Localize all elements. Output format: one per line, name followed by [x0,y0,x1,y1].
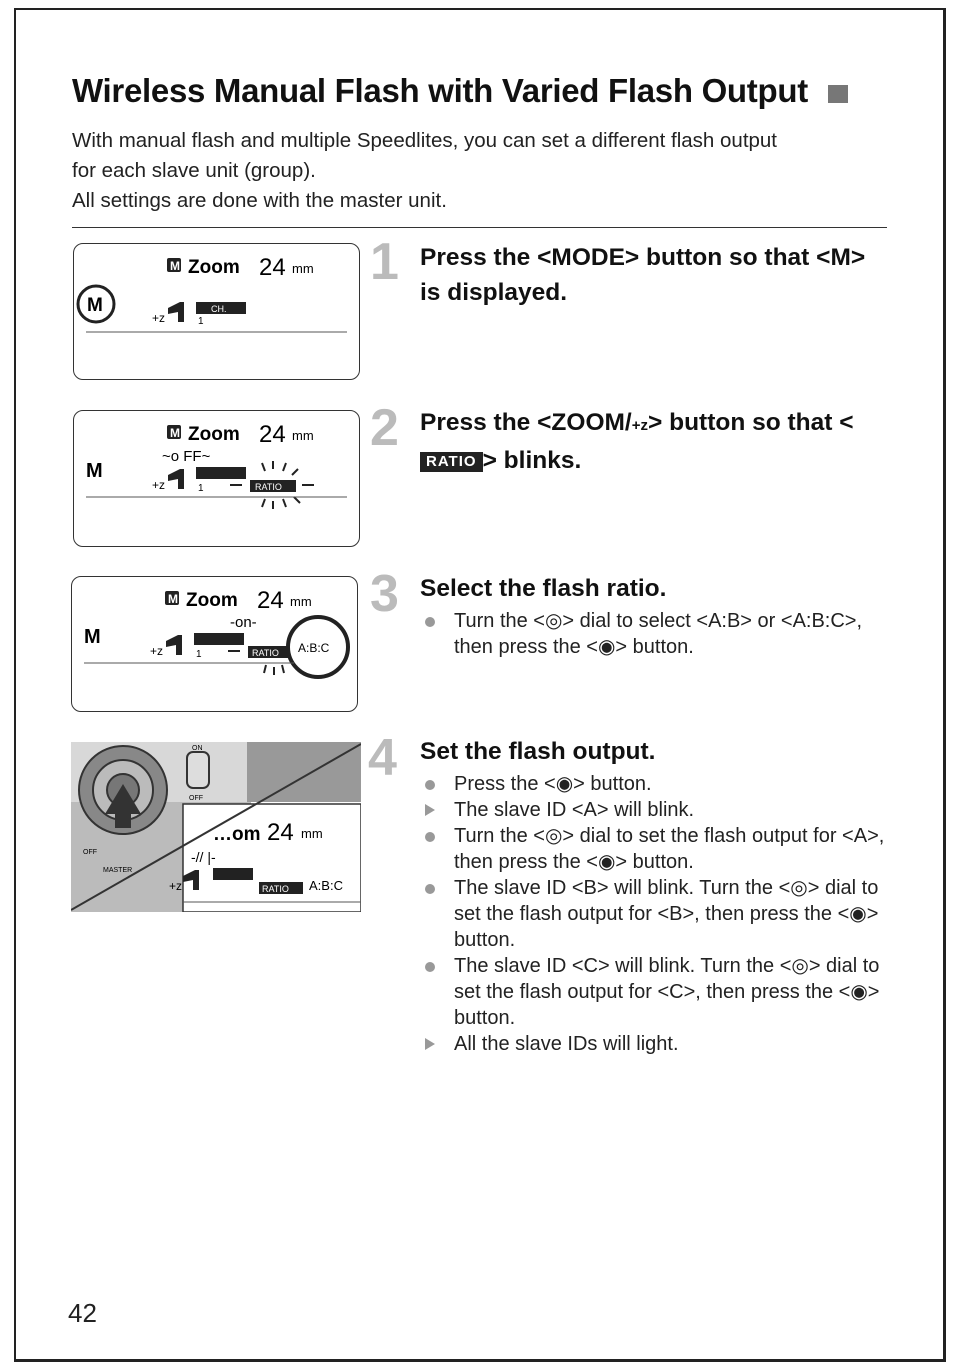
svg-text:1: 1 [196,649,202,660]
svg-text:M: M [168,592,178,606]
svg-text:+z: +z [169,879,183,893]
result-arrow-icon [425,1038,435,1050]
zoom-unit: mm [292,261,314,276]
list-item: Turn the <◎> dial to select <A:B> or <A:B:C>, then press the <◉> button. [420,608,890,660]
lcd-illustration [74,411,360,547]
lcd-illustration [72,577,358,712]
list-item: The slave ID <C> will blink. Turn the <◎> dial to set the flash output for <C>, then press the <◉> button. [420,953,890,1031]
list-item: The slave ID <B> will blink. Turn the <◎> dial to set the flash output for <B>, then press the <◉> button. [420,875,890,953]
wireless-icon: +z [152,311,166,325]
section-marker-icon [828,85,848,103]
svg-text:RATIO: RATIO [252,648,279,658]
svg-text:24: 24 [267,819,294,846]
step-number: 2 [370,399,399,457]
svg-text:Zoom: Zoom [188,424,240,445]
svg-text:mm: mm [292,428,314,443]
intro-line: All settings are done with the master unit. [72,189,447,212]
ratio-tag: RATIO [420,452,483,472]
svg-text:M: M [170,426,180,440]
control-illustration [71,742,361,912]
ch-number: 1 [198,316,204,327]
zoom-value: 24 [259,254,286,281]
svg-text:+z: +z [152,478,166,492]
bullet-dot-icon [425,884,435,894]
step-4-bullets [420,771,890,1057]
bullet-dot-icon [425,780,435,790]
step-number: 4 [368,729,397,787]
lcd-panel-step-1 [73,243,360,380]
step-1-heading: Press the <MODE> button so that <M> is displayed. [420,244,866,306]
svg-text:A:B:C: A:B:C [309,878,343,893]
svg-text:ON: ON [192,745,203,752]
intro-line: With manual flash and multiple Speedlites, you can set a different flash output [72,129,778,152]
bullet-dot-icon [425,617,435,627]
svg-text:~o FF~: ~o FF~ [162,448,211,465]
svg-text:mm: mm [301,826,323,841]
intro-line: for each slave unit (group). [72,159,316,182]
lcd-panel-step-3 [71,576,358,712]
svg-text:M: M [84,626,101,648]
mode-letter: M [87,295,103,316]
list-item: All the slave IDs will light. [420,1031,890,1057]
svg-text:M: M [170,259,180,273]
divider [72,227,887,228]
svg-text:-on-: -on- [230,614,257,631]
bullet-dot-icon [425,832,435,842]
ch-label: CH. [211,304,227,314]
wireless-icon: +z [631,417,648,434]
page-title: Wireless Manual Flash with Varied Flash Output [72,72,848,110]
svg-text:RATIO: RATIO [255,482,282,492]
svg-text:OFF: OFF [189,795,203,802]
svg-text:MASTER: MASTER [103,867,133,874]
intro-text [72,126,892,216]
step-4-heading: Set the flash output. [420,738,656,765]
result-arrow-icon [425,804,435,816]
flash-icon [168,302,184,322]
step-3-heading: Select the flash ratio. [420,575,667,602]
control-photo-step-4 [71,742,361,912]
lcd-panel-step-2 [73,410,360,547]
svg-text:mm: mm [290,594,312,609]
svg-text:Zoom: Zoom [186,590,238,611]
svg-text:-// |-: -// |- [191,849,216,865]
step-3-bullets [420,608,890,660]
svg-text:…om: …om [213,824,261,845]
page-number: 42 [68,1298,97,1328]
svg-text:M: M [86,460,103,482]
svg-text:1: 1 [198,483,204,494]
list-item: The slave ID <A> will blink. [420,797,890,823]
step-number: 3 [370,565,399,623]
svg-text:OFF: OFF [83,849,97,856]
svg-text:24: 24 [259,421,286,448]
step-2-heading: Press the <ZOOM/+z> button so that <RATIO > blinks. [420,409,854,474]
ratio-value: A:B:C [298,641,330,655]
list-item: Turn the <◎> dial to set the flash output for <A>, then press the <◉> button. [420,823,890,875]
svg-text:+z: +z [150,644,164,658]
svg-text:24: 24 [257,587,284,614]
list-item: Press the <◉> button. [420,771,890,797]
zoom-label: Zoom [188,257,240,278]
bullet-dot-icon [425,962,435,972]
lcd-illustration [74,244,360,380]
svg-text:RATIO: RATIO [262,884,289,894]
step-number: 1 [370,233,399,291]
power-switch-icon [187,752,209,788]
